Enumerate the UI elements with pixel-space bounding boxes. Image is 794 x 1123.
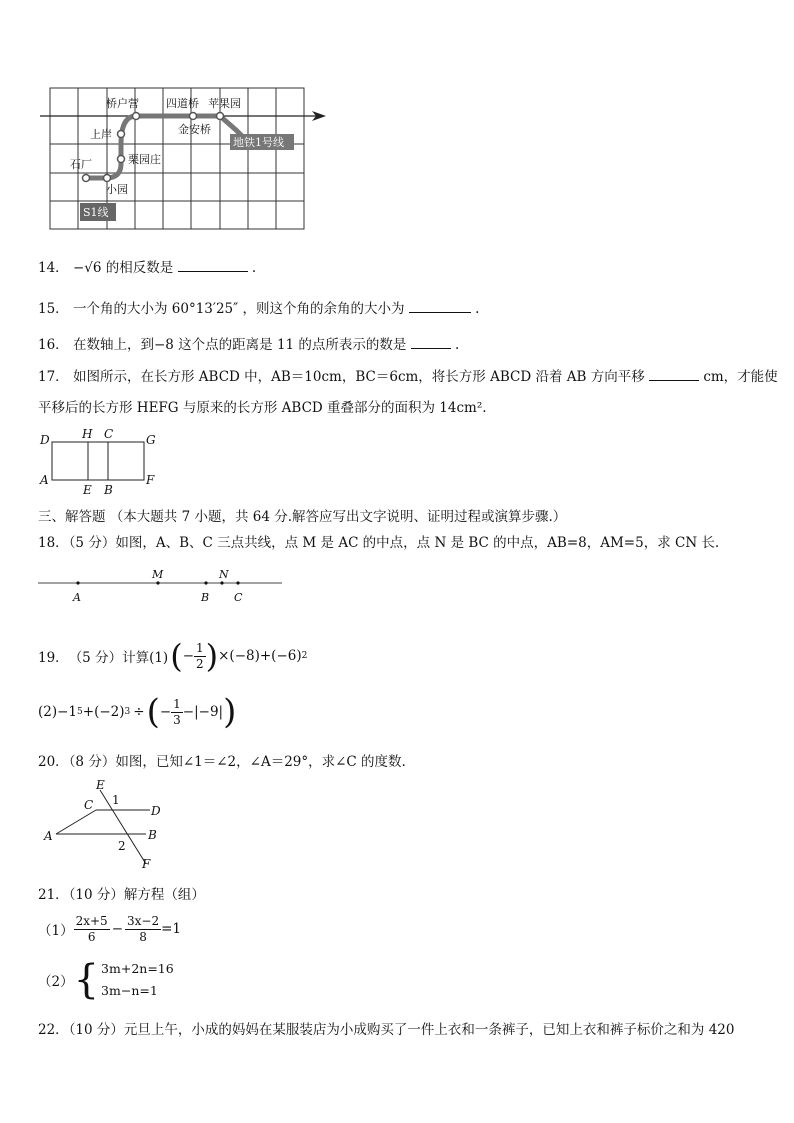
fraction-denominator: 8 xyxy=(139,929,147,944)
question-text: 一个角的大小为 xyxy=(72,301,168,317)
question-20 xyxy=(38,750,406,770)
station-dot-shangan xyxy=(118,131,125,138)
question-14 xyxy=(38,256,256,276)
point-C xyxy=(236,581,239,584)
label-E: E xyxy=(96,778,105,792)
question-score: （10 分） xyxy=(68,887,124,903)
question-17 xyxy=(38,365,778,385)
question-number: 19． xyxy=(38,650,69,666)
station-dot-xiaoyuan xyxy=(104,175,111,182)
label-C: C xyxy=(104,427,114,441)
answer-blank xyxy=(649,368,699,381)
label-B: B xyxy=(104,483,113,497)
label-E: E xyxy=(83,483,92,497)
question-text: 如图所示，在长方形 ABCD 中，AB＝10cm，BC＝6cm，将长方形 ABCD 沿着 AB 方向平移 xyxy=(72,369,645,385)
section-heading: 三、解答题 （本大题共 7 小题，共 64 分.解答应写出文字说明、证明过程或演算步骤.） xyxy=(38,509,567,525)
question-number: 15． xyxy=(38,301,69,317)
brace: { xyxy=(73,957,100,1003)
math-expression: 60°13′25″ xyxy=(171,301,239,317)
station-label: 栗园庄 xyxy=(128,153,161,166)
fraction-denominator: 6 xyxy=(87,929,96,944)
fraction-denominator: 2 xyxy=(196,656,204,671)
question-score: （5 分） xyxy=(68,650,123,666)
math-expression: +(−2) xyxy=(82,704,125,720)
label-D: D xyxy=(151,804,161,818)
station-label: 石厂 xyxy=(70,158,92,171)
fraction-numerator: 1 xyxy=(196,640,204,655)
part-label: (2) xyxy=(38,704,58,720)
exponent: 2 xyxy=(301,651,308,661)
question-text: 在数轴上，到−8 这个点的距离是 11 的点所表示的数是 xyxy=(72,337,407,353)
math-expression: ×(−8)+(−6) xyxy=(218,648,302,664)
question-22 xyxy=(38,1018,734,1038)
label-N: N xyxy=(219,568,229,581)
question-21 xyxy=(38,883,205,903)
exponent: 3 xyxy=(124,707,131,717)
label-A: A xyxy=(73,591,81,604)
station-dot-sidaoqiao xyxy=(190,113,197,120)
fraction xyxy=(125,914,161,945)
math-expression: −1 xyxy=(57,704,78,720)
paren-open: ( xyxy=(170,637,183,675)
question-number: 17． xyxy=(38,369,69,385)
equation-line: 3m−n=1 xyxy=(101,983,158,998)
paren-open: ( xyxy=(146,692,160,732)
angle-figure xyxy=(40,776,180,872)
question-text: 解方程（组） xyxy=(123,887,205,903)
label-B: B xyxy=(148,828,157,842)
line-AC xyxy=(56,810,96,834)
answer-blank xyxy=(178,259,248,272)
question-text: 元旦上午，小成的妈妈在某服装店为小成购买了一件上衣和一条裤子，已知上衣和裤子标价之和为 420 xyxy=(123,1022,735,1038)
question-score: （5 分） xyxy=(68,535,116,551)
math-expression: =1 xyxy=(161,921,181,937)
question-text: 如图，A、B、C 三点共线，点 M 是 AC 的中点，点 N 是 BC 的中点，AB=8，AM=5，求 CN 长. xyxy=(115,535,720,551)
station-dot-qiaohuying xyxy=(133,113,140,120)
question-text: 的相反数是 xyxy=(105,260,174,276)
paren-close: ) xyxy=(205,637,219,675)
station-dot-pingguoyuan xyxy=(217,113,224,120)
label-M: M xyxy=(152,568,164,581)
question-score: （8 分） xyxy=(68,754,116,770)
question-19-part1: 19． （5 分） 计算(1) ( − $\frac{1}{2}$ ) ×(−8)+(−6) 2 xyxy=(38,637,308,675)
station-label: 四道桥 xyxy=(166,97,199,110)
fraction-denominator: 3 xyxy=(173,712,181,727)
question-label: 计算(1) xyxy=(122,650,169,666)
station-label: 小园 xyxy=(106,183,128,196)
metro-map-figure xyxy=(36,84,336,234)
question-number: 14． xyxy=(38,260,69,276)
answer-blank xyxy=(411,336,451,349)
math-expression: −|−9| xyxy=(182,704,224,720)
station-dot-liyuanzhuang xyxy=(118,156,125,163)
question-end: . xyxy=(455,337,460,353)
question-15 xyxy=(38,297,479,317)
equation-1: （1） $\frac{2x+5}{6}$ − $\frac{3x-2}{8}$ =1 xyxy=(38,913,181,944)
point-B xyxy=(204,581,207,584)
math-expression: ÷ xyxy=(133,704,145,720)
question-text: ，则这个角的余角的大小为 xyxy=(242,301,405,317)
label-B: B xyxy=(201,591,210,604)
fraction xyxy=(194,641,206,672)
label-G: G xyxy=(146,433,156,447)
paren-close: ) xyxy=(223,692,237,732)
question-end: . xyxy=(475,301,480,317)
label-1: 1 xyxy=(112,793,120,807)
station-label: 上岸 xyxy=(90,128,112,141)
label-F: F xyxy=(142,857,151,871)
s1-label: S1线 xyxy=(83,206,109,219)
rectangle-figure xyxy=(36,424,166,498)
question-17-line2 xyxy=(38,396,487,416)
station-dot-shichang xyxy=(83,175,90,182)
question-end: . xyxy=(251,260,257,276)
equation-2 xyxy=(38,956,174,1004)
question-19-part2: (2) −1 5 +(−2) 3 ÷ ( − $\frac{1}{3}$ −|−9| ) xyxy=(38,692,237,732)
station-label: 金安桥 xyxy=(178,123,211,136)
label-H: H xyxy=(82,427,93,441)
part-label: （2） xyxy=(38,974,74,990)
label-C: C xyxy=(84,798,94,812)
exponent: 5 xyxy=(77,707,83,717)
label-C: C xyxy=(234,591,243,604)
question-number: 20． xyxy=(38,754,69,770)
fraction-numerator: 2x+5 xyxy=(75,913,108,928)
question-score: （10 分） xyxy=(68,1022,124,1038)
fraction-numerator: 3x−2 xyxy=(127,913,160,928)
fraction xyxy=(74,914,110,945)
fraction xyxy=(171,697,183,728)
question-number: 22． xyxy=(38,1022,69,1038)
segment-figure xyxy=(36,566,286,606)
question-text: 如图，已知∠1＝∠2，∠A＝29°，求∠C 的度数. xyxy=(115,754,406,770)
math-expression: −√6 xyxy=(72,260,102,276)
question-text: 平移后的长方形 HEFG 与原来的长方形 ABCD 重叠部分的面积为 14cm². xyxy=(38,400,487,416)
metro-route-line xyxy=(86,116,248,178)
equation-line: 3m+2n=16 xyxy=(101,961,174,976)
station-label: 桥户营 xyxy=(106,97,139,110)
point-M xyxy=(156,581,159,584)
question-16 xyxy=(38,333,459,353)
question-text: cm，才能使 xyxy=(703,369,778,385)
point-A xyxy=(76,581,79,584)
label-A: A xyxy=(44,829,53,843)
label-D: D xyxy=(40,433,50,447)
question-number: 16． xyxy=(38,337,69,353)
rect-outline xyxy=(52,442,144,480)
label-2: 2 xyxy=(118,839,126,853)
point-N xyxy=(220,581,223,584)
fraction-numerator: 1 xyxy=(173,696,181,711)
part-label: （1） xyxy=(38,923,74,939)
question-18 xyxy=(38,531,719,551)
label-F: F xyxy=(146,473,155,487)
station-label: 苹果园 xyxy=(208,97,241,110)
line1-label: 地铁1号线 xyxy=(233,136,284,149)
question-number: 18． xyxy=(38,535,69,551)
label-A: A xyxy=(40,473,49,487)
question-number: 21． xyxy=(38,887,69,903)
answer-blank xyxy=(409,300,471,313)
